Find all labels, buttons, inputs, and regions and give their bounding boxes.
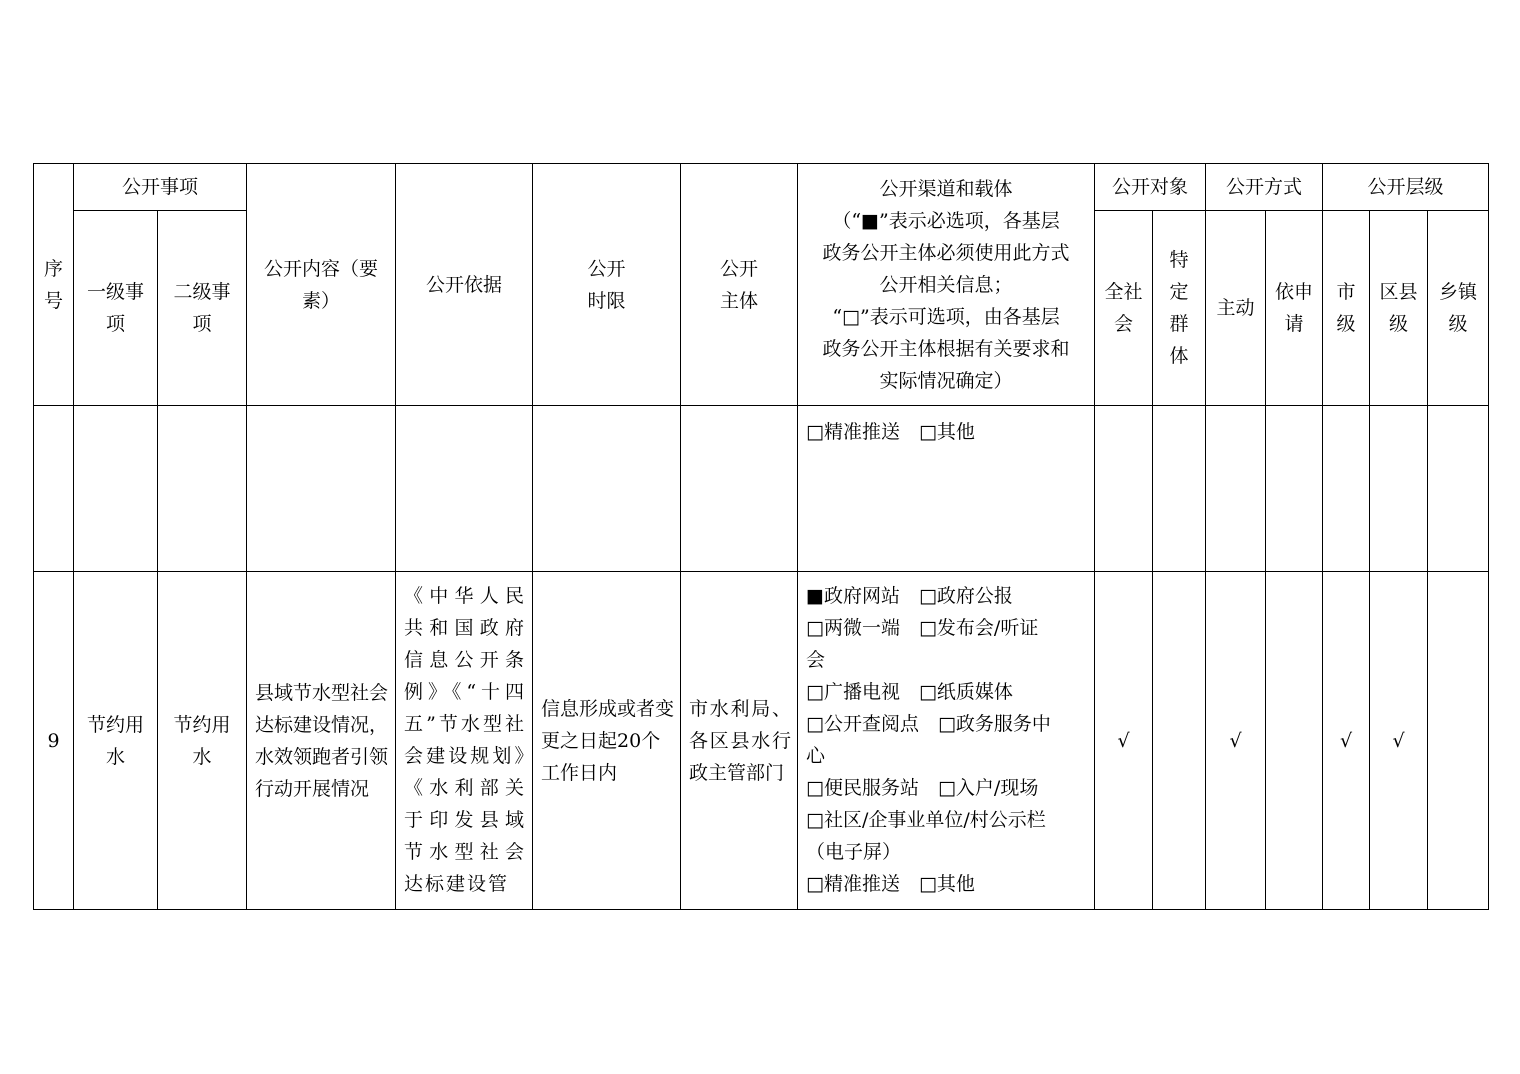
list-item: □广播电视 □纸质媒体	[806, 681, 1013, 703]
header-channel-note-6: 实际情况确定）	[879, 369, 1013, 392]
row9-subject-text: 市水利局、各区县水行政主管部门	[689, 697, 792, 784]
header-level2-text: 二级事项	[173, 281, 231, 335]
row9-level-city: √	[1323, 572, 1370, 910]
table-cell	[1206, 406, 1266, 572]
row9-content-text: 县域节水型社会达标建设情况，水效领跑者引领行动开展情况	[255, 681, 389, 800]
table-cell	[1370, 406, 1428, 572]
header-subject	[681, 164, 798, 406]
list-item: □公开查阅点 □政务服务中	[806, 713, 1051, 735]
table-cell	[1153, 406, 1206, 572]
row9-level-district: √	[1370, 572, 1428, 910]
row9-level-town	[1428, 572, 1489, 910]
row9-target-specific	[1153, 572, 1206, 910]
table-cell	[247, 406, 396, 572]
header-level1	[74, 211, 158, 406]
table-cell	[396, 406, 533, 572]
header-channel-note-3: 公开相关信息；	[879, 273, 1013, 296]
header-level-group: 公开层级	[1323, 164, 1489, 211]
table-row	[34, 572, 1489, 910]
table-cell	[1095, 406, 1153, 572]
header-method-group: 公开方式	[1206, 164, 1323, 211]
header-subject-text: 公开主体	[720, 257, 759, 312]
table-cell	[681, 406, 798, 572]
header-target-all	[1095, 211, 1153, 406]
list-item: □两微一端 □发布会/听证	[806, 617, 1039, 639]
row9-level1-text: 节约用水	[86, 713, 144, 768]
list-item: □便民服务站 □入户/现场	[806, 777, 1039, 799]
disclosure-table	[33, 163, 1489, 910]
row9-time-limit-text: 信息形成或者变更之日起20个工作日内	[541, 697, 675, 784]
header-time-limit-text: 公开时限	[587, 257, 626, 312]
header-matter-group: 公开事项	[74, 164, 247, 211]
list-item: ■政府网站 □政府公报	[806, 585, 1013, 607]
row9-channels	[798, 572, 1095, 910]
list-item: □精准推送 □其他	[806, 873, 975, 895]
table-cell	[1266, 406, 1323, 572]
header-level-district	[1370, 211, 1428, 406]
continuation-channels-text: □精准推送 □其他	[806, 421, 975, 443]
row9-level2-text: 节约用水	[173, 713, 231, 768]
row9-level1	[74, 572, 158, 910]
list-item: □社区/企事业单位/村公示栏	[806, 809, 1046, 831]
row9-time-limit	[533, 572, 681, 910]
row9-basis	[396, 572, 533, 910]
row9-basis-text: 《中华人民共和国政府信息公开条例》《“十四五”节水型社会建设规划》《水利部关于印发县域节水型社会达标建设管	[404, 585, 527, 895]
table-cell	[1323, 406, 1370, 572]
header-row-1	[34, 164, 1489, 211]
continuation-row	[34, 406, 1489, 572]
header-level1-text: 一级事项	[86, 281, 144, 335]
list-item: 心	[806, 745, 826, 767]
header-channel-note-5: 政务公开主体根据有关要求和	[822, 337, 1070, 360]
header-channel-title: 公开渠道和载体	[879, 177, 1013, 200]
header-level2	[158, 211, 247, 406]
header-target-specific	[1153, 211, 1206, 406]
table-cell	[1428, 406, 1489, 572]
list-item: 会	[806, 649, 826, 671]
header-time-limit	[533, 164, 681, 406]
row9-level2	[158, 572, 247, 910]
header-method-active: 主动	[1206, 211, 1266, 406]
header-content	[247, 164, 396, 406]
header-target-group: 公开对象	[1095, 164, 1206, 211]
list-item: （电子屏）	[806, 841, 902, 863]
continuation-channels	[798, 406, 1095, 572]
header-level-town	[1428, 211, 1489, 406]
header-level-town-text: 乡镇级	[1439, 281, 1478, 335]
header-seq: 序号	[34, 164, 74, 406]
row9-method-request	[1266, 572, 1323, 910]
row9-method-active: √	[1206, 572, 1266, 910]
header-target-all-text: 全社会	[1104, 281, 1143, 335]
row9-target-all: √	[1095, 572, 1153, 910]
header-content-text: 公开内容（要素）	[264, 257, 379, 312]
header-channel	[798, 164, 1095, 406]
row9-subject	[681, 572, 798, 910]
row9-seq: 9	[34, 572, 74, 910]
header-level-district-text: 区县级	[1379, 281, 1418, 335]
table-cell	[158, 406, 247, 572]
header-basis: 公开依据	[396, 164, 533, 406]
table-cell	[34, 406, 74, 572]
header-target-specific-text: 特定群体	[1169, 249, 1189, 367]
header-method-request-text: 依申请	[1275, 281, 1314, 335]
row9-channels-list	[798, 572, 1094, 900]
header-level-city-text: 市级	[1336, 281, 1356, 335]
table-cell	[533, 406, 681, 572]
header-method-request	[1266, 211, 1323, 406]
table-cell	[74, 406, 158, 572]
header-channel-note-1: （“■”表示必选项，各基层	[832, 209, 1060, 232]
header-channel-note-2: 政务公开主体必须使用此方式	[822, 241, 1070, 264]
header-level-city	[1323, 211, 1370, 406]
header-channel-note-4: “□”表示可选项，由各基层	[832, 305, 1060, 328]
row9-content	[247, 572, 396, 910]
